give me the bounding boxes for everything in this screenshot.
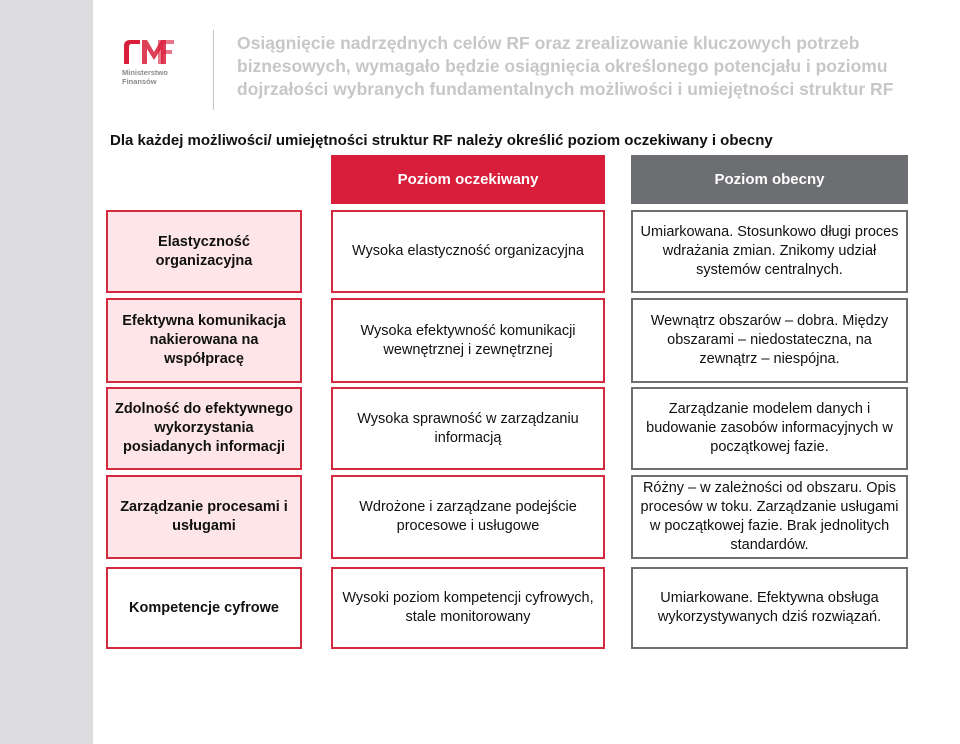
current-level-cell: Umiarkowana. Stosunkowo długi proces wdrażania zmian. Znikomy udział systemów centralnych. xyxy=(631,210,908,293)
expected-level-cell: Wdrożone i zarządzane podejście procesowe i usługowe xyxy=(331,475,605,559)
capability-cell: Efektywna komunikacja nakierowana na współpracę xyxy=(106,298,302,383)
ministry-logo-icon xyxy=(118,30,198,100)
page-title: Osiągnięcie nadrzędnych celów RF oraz zrealizowanie kluczowych potrzeb biznesowych, wymagało będzie osiągnięcia określonego potencjału i poziomu dojrzałości wybranych fundamentalnych możliwości i umiejętności struktur RF xyxy=(237,33,894,99)
instruction-text: Dla każdej możliwości/ umiejętności struktur RF należy określić poziom oczekiwany i obecny xyxy=(110,132,773,149)
capability-cell: Elastyczność organizacyjna xyxy=(106,210,302,293)
column-header-current: Poziom obecny xyxy=(631,155,908,204)
logo-text xyxy=(122,68,168,86)
capability-cell: Zarządzanie procesami i usługami xyxy=(106,475,302,559)
current-level-cell: Wewnątrz obszarów – dobra. Między obszarami – niedostateczna, na zewnątrz – niespójna. xyxy=(631,298,908,383)
expected-level-cell: Wysoki poziom kompetencji cyfrowych, stale monitorowany xyxy=(331,567,605,649)
expected-level-cell: Wysoka sprawność w zarządzaniu informacją xyxy=(331,387,605,470)
current-level-cell: Zarządzanie modelem danych i budowanie zasobów informacyjnych w początkowej fazie. xyxy=(631,387,908,470)
expected-level-cell: Wysoka elastyczność organizacyjna xyxy=(331,210,605,293)
logo-line-1: Ministerstwo xyxy=(122,68,168,77)
expected-level-cell: Wysoka efektywność komunikacji wewnętrznej i zewnętrznej xyxy=(331,298,605,383)
column-header-expected: Poziom oczekiwany xyxy=(331,155,605,204)
logo-line-2: Finansów xyxy=(122,77,157,86)
sidebar-strip xyxy=(0,0,93,744)
current-level-cell: Różny – w zależności od obszaru. Opis procesów w toku. Zarządzanie usługami w początkowej fazie. Brak jednolitych standardów. xyxy=(631,475,908,559)
capability-cell: Kompetencje cyfrowe xyxy=(106,567,302,649)
current-level-cell: Umiarkowane. Efektywna obsługa wykorzystywanych dziś rozwiązań. xyxy=(631,567,908,649)
header-divider xyxy=(213,30,214,110)
capability-cell: Zdolność do efektywnego wykorzystania posiadanych informacji xyxy=(106,387,302,470)
